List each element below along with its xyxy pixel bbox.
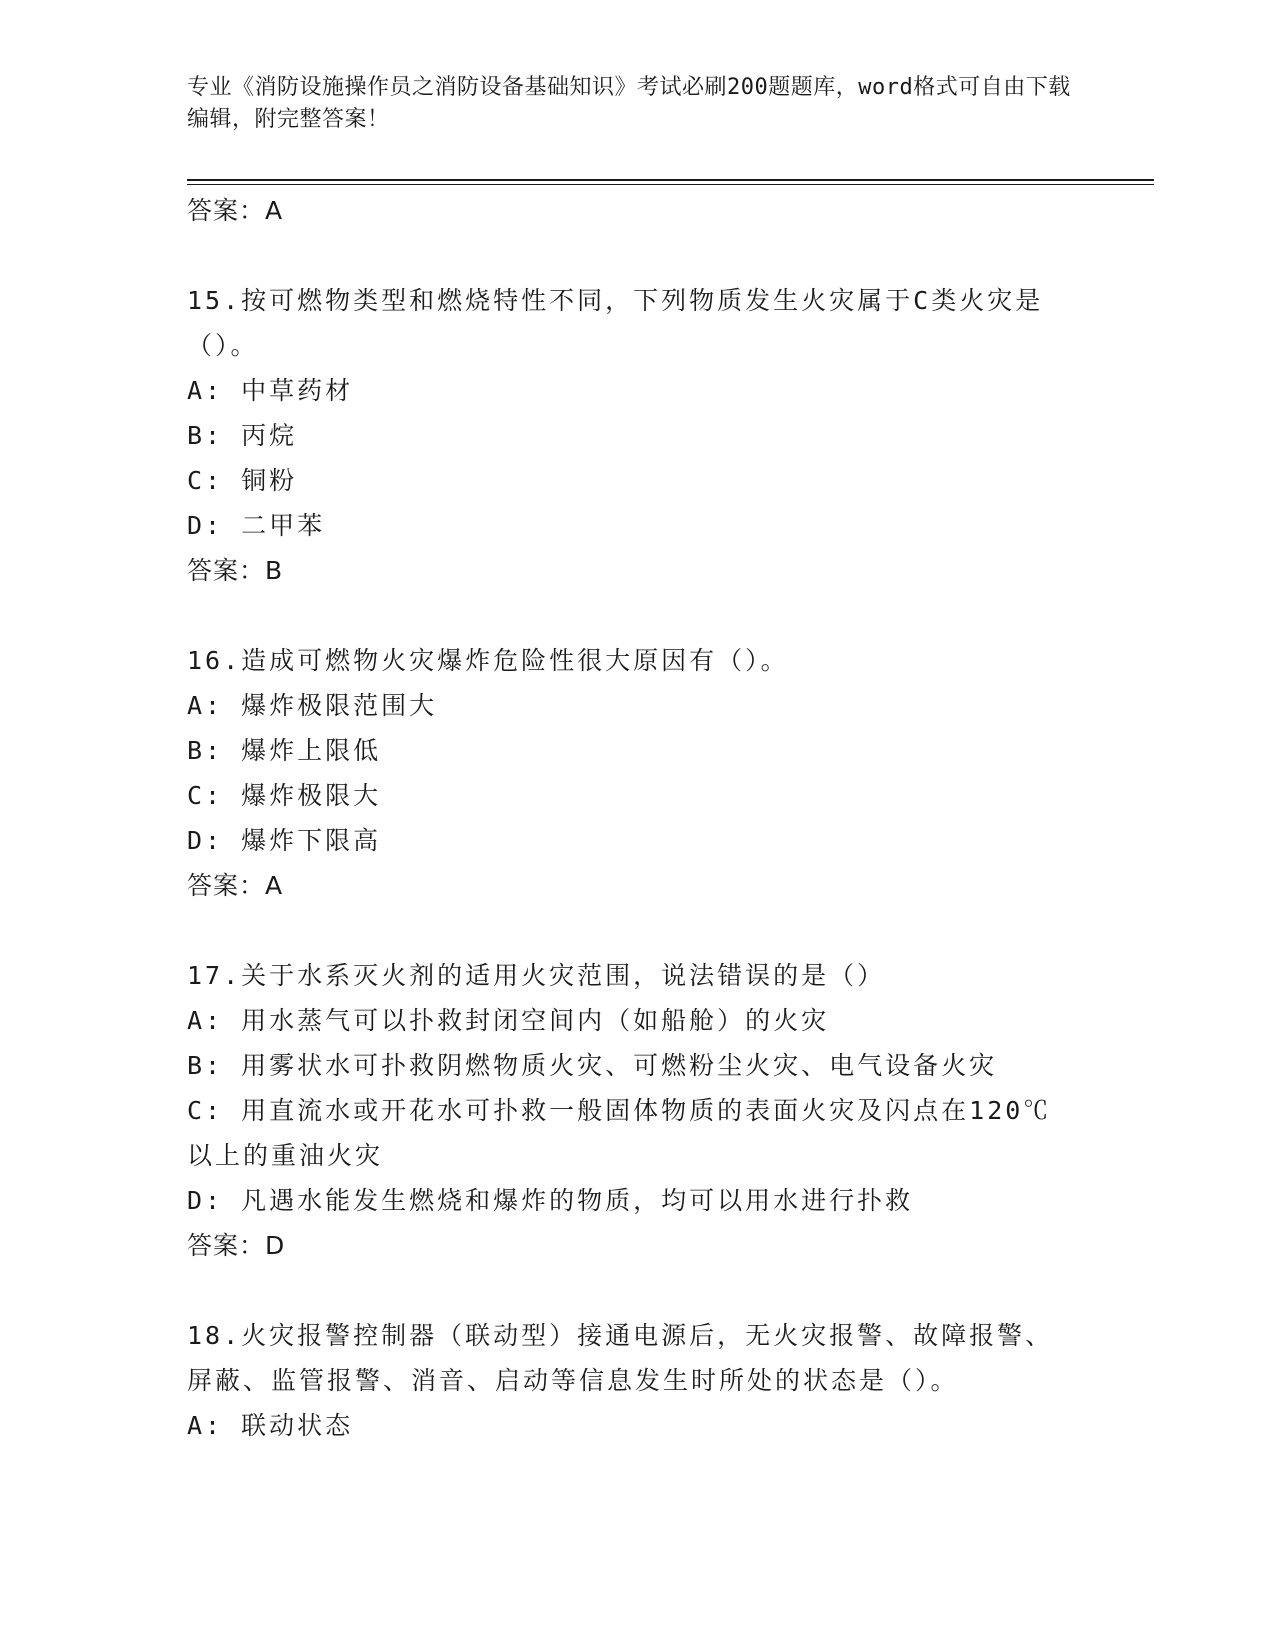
document-header: 专业《消防设施操作员之消防设备基础知识》考试必刷200题题库，word格式可自由下载编辑，附完整答案！ xyxy=(187,75,1071,132)
question-block-15 xyxy=(187,278,1087,593)
answer-line: 答案：A xyxy=(187,196,284,225)
document-body xyxy=(187,188,1087,1448)
question-text: 15.按可燃物类型和燃烧特性不同，下列物质发生火灾属于C类火灾是（）。 xyxy=(187,286,1044,360)
option-c: C: 铜粉 xyxy=(187,466,298,495)
option-a: A: 用水蒸气可以扑救封闭空间内（如船舱）的火灾 xyxy=(187,1006,830,1035)
option-d: D: 二甲苯 xyxy=(187,511,326,540)
option-d: D: 凡遇水能发生燃烧和爆炸的物质，均可以用水进行扑救 xyxy=(187,1186,914,1215)
question-block-16 xyxy=(187,638,1087,908)
answer-line: 答案：B xyxy=(187,556,284,585)
option-a: A: 联动状态 xyxy=(187,1411,354,1440)
option-b: B: 用雾状水可扑救阴燃物质火灾、可燃粉尘火灾、电气设备火灾 xyxy=(187,1051,998,1080)
header-divider-thin xyxy=(187,184,1154,185)
question-block-17 xyxy=(187,953,1087,1268)
option-b: B: 爆炸上限低 xyxy=(187,736,382,765)
option-a: A: 爆炸极限范围大 xyxy=(187,691,438,720)
option-b: B: 丙烷 xyxy=(187,421,298,450)
option-c: C: 用直流水或开花水可扑救一般固体物质的表面火灾及闪点在120℃以上的重油火灾 xyxy=(187,1096,1052,1170)
question-text: 16.造成可燃物火灾爆炸危险性很大原因有（）。 xyxy=(187,646,789,675)
question-block-18 xyxy=(187,1313,1087,1448)
header-divider xyxy=(187,179,1154,181)
answer-line: 答案：D xyxy=(187,1231,286,1260)
answer-line: 答案：A xyxy=(187,871,284,900)
question-text: 18.火灾报警控制器（联动型）接通电源后，无火灾报警、故障报警、屏蔽、监管报警、消音、启动等信息发生时所处的状态是（）。 xyxy=(187,1321,1054,1395)
question-text: 17.关于水系灭火剂的适用火灾范围，说法错误的是（） xyxy=(187,961,886,990)
option-d: D: 爆炸下限高 xyxy=(187,826,382,855)
option-a: A: 中草药材 xyxy=(187,376,354,405)
option-c: C: 爆炸极限大 xyxy=(187,781,382,810)
